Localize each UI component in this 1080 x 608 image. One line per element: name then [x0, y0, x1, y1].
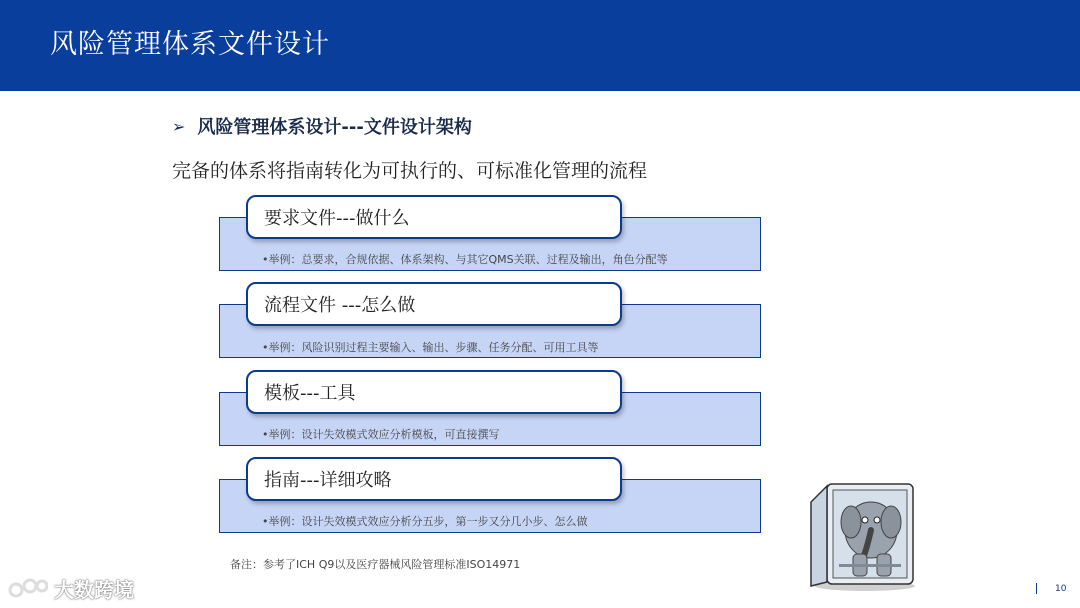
card-example: •举例：设计失效模式效应分析分五步，第一步又分几小步、怎么做: [262, 515, 588, 528]
card-example: •举例：风险识别过程主要输入、输出、步骤、任务分配、可用工具等: [262, 341, 599, 354]
page-title: 风险管理体系文件设计: [50, 29, 330, 60]
page-number: [1036, 583, 1066, 594]
arrow-bullet-icon: ➢: [172, 116, 186, 136]
elephant-in-fridge-illustration: [805, 478, 919, 592]
logo-mark-icon: [8, 576, 48, 602]
brand-logo: [8, 574, 134, 603]
card-label: 要求文件---做什么: [246, 195, 622, 239]
card-label: 指南---详细攻略: [246, 457, 622, 501]
card-example: •举例：总要求，合规依据、体系架构、与其它QMS关联、过程及输出，角色分配等: [262, 253, 668, 266]
footnote: 备注：参考了ICH Q9以及医疗器械风险管理标准ISO14971: [230, 558, 521, 571]
card-label: 模板---工具: [246, 370, 622, 414]
lead-text: 完备的体系将指南转化为可执行的、可标准化管理的流程: [172, 160, 648, 182]
subtitle-text: 风险管理体系设计---文件设计架构: [197, 117, 472, 138]
logo-text: 大数跨境: [54, 578, 134, 602]
divider: [1036, 583, 1037, 594]
card-example: •举例：设计失效模式效应分析模板，可直接撰写: [262, 428, 500, 441]
page-number-text: 10: [1055, 584, 1067, 594]
header-bar: [0, 0, 1080, 91]
section-subtitle: [172, 113, 472, 139]
card-label: 流程文件 ---怎么做: [246, 282, 622, 326]
